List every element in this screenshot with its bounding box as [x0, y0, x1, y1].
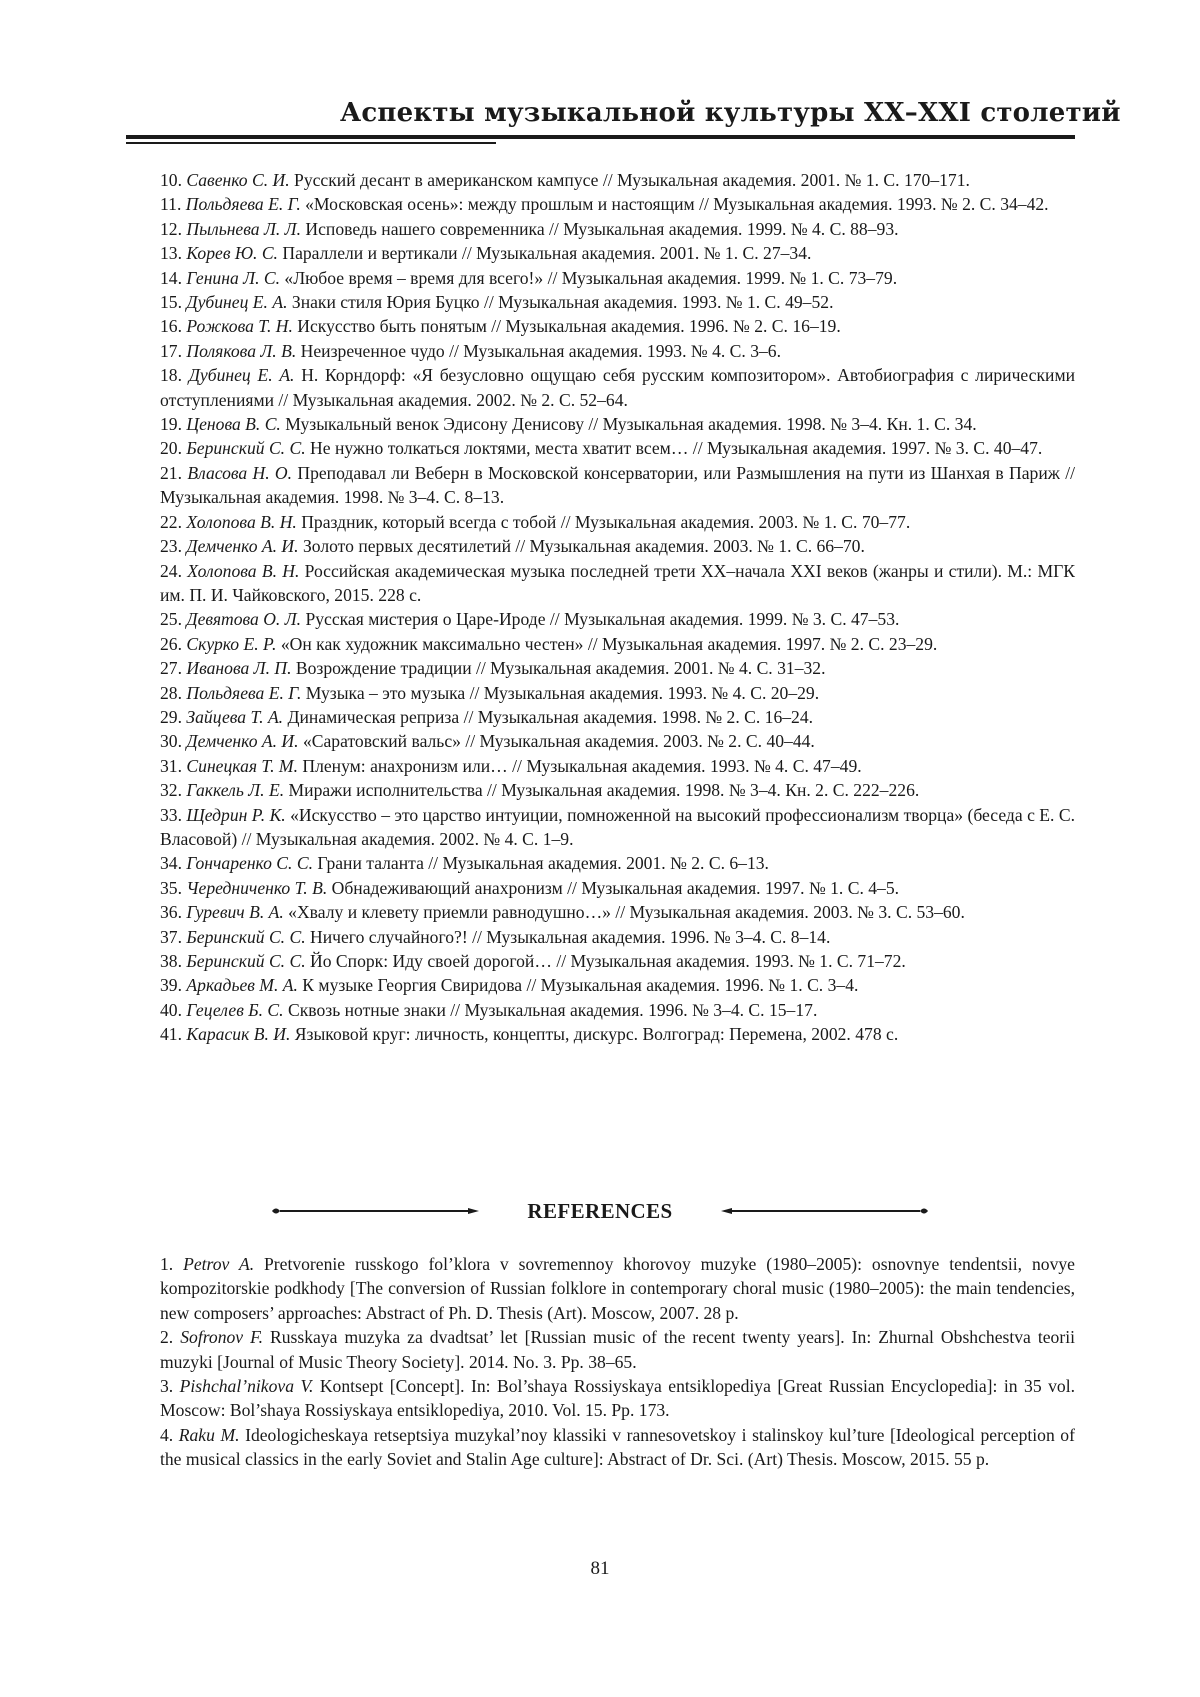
reference-item: 11. Польдяева Е. Г. «Московская осень»: между прошлым и настоящим // Музыкальная академия. 1993. № 2. С. 34–42. [160, 194, 1049, 215]
header-title: Аспекты музыкальной культуры XX–XXI столетий [340, 98, 1121, 128]
reference-item: 14. Генина Л. С. «Любое время – время для всего!» // Музыкальная академия. 1999. № 1. С. 73–79. [160, 267, 898, 288]
reference-item: 31. Синецкая Т. М. Пленум: анахронизм или… // Музыкальная академия. 1993. № 4. С. 47–49. [160, 755, 862, 776]
reference-item: 4. Raku M. Ideologicheskaya retseptsiya muzykal’noy klassiki v rannesovetskoy i stalinskoy kul’ture [Ideological perception of the musical classics in the early Soviet and Stalin Age culture]: Abstract of Dr. Sci. (Art) Thesis. Moscow, 2015. 55 p. [160, 1424, 1075, 1470]
references-divider [270, 1196, 930, 1226]
reference-item: 35. Чередниченко Т. В. Обнадеживающий анахронизм // Музыкальная академия. 1997. № 1. С. 4–5. [160, 877, 900, 898]
header-rule-thick [126, 135, 1075, 139]
reference-item: 39. Аркадьев М. А. К музыке Георгия Свиридова // Музыкальная академия. 1996. № 1. С. 3–4. [160, 975, 859, 996]
reference-item: 22. Холопова В. Н. Праздник, который всегда с тобой // Музыкальная академия. 2003. № 1. С. 70–77. [160, 511, 911, 532]
right-ornament-rule [720, 1205, 930, 1217]
reference-item: 36. Гуревич В. А. «Хвалу и клевету приемли равнодушно…» // Музыкальная академия. 2003. № 3. С. 53–60. [160, 902, 965, 923]
reference-item: 24. Холопова В. Н. Российская академическая музыка последней трети XX–начала XXI веков (жанры и стили). М.: МГК им. П. И. Чайковского, 2015. 228 с. [160, 560, 1075, 605]
english-references-list [160, 1252, 1075, 1472]
reference-item: 33. Щедрин Р. К. «Искусство – это царство интуиции, помноженной на высокий профессионализм творца» (беседа с Е. С. Власовой) // Музыкальная академия. 2002. № 4. С. 1–9. [160, 804, 1075, 849]
reference-item: 12. Пыльнева Л. Л. Исповедь нашего современника // Музыкальная академия. 1999. № 4. С. 88–93. [160, 218, 899, 239]
reference-item: 1. Petrov A. Pretvorenie russkogo fol’klora v sovremennoy khorovoy muzyke (1980–2005): osnovnye tendentsii, novye kompozitorskie podkhody [The conversion of Russian folklore in contemporary choral music (1980–2005): the main tendencies, new composers’ approaches: Abstract of Ph. D. Thesis (Art). Moscow, 2007. 28 p. [160, 1254, 1075, 1323]
header-rule-thin [126, 142, 496, 144]
reference-item: 18. Дубинец Е. А. Н. Корндорф: «Я безусловно ощущаю себя русским композитором». Автобиография с лирическими отступлениями // Музыкальная академия. 2002. № 2. С. 52–64. [160, 365, 1075, 410]
reference-item: 32. Гаккель Л. Е. Миражи исполнительства // Музыкальная академия. 1998. № 3–4. Кн. 2. С. 222–226. [160, 780, 920, 801]
reference-item: 13. Корев Ю. С. Параллели и вертикали // Музыкальная академия. 2001. № 1. С. 27–34. [160, 243, 812, 264]
references-heading: REFERENCES [527, 1199, 673, 1223]
reference-item: 38. Беринский С. С. Йо Спорк: Иду своей дорогой… // Музыкальная академия. 1993. № 1. С. 71–72. [160, 951, 906, 971]
reference-item: 28. Польдяева Е. Г. Музыка – это музыка // Музыкальная академия. 1993. № 4. С. 20–29. [160, 682, 820, 703]
reference-item: 26. Скурко Е. Р. «Он как художник максимально честен» // Музыкальная академия. 1997. № 2. С. 23–29. [160, 633, 938, 654]
reference-item: 3. Pishchal’nikova V. Kontsept [Concept]. In: Bol’shaya Rossiyskaya entsiklopediya [Great Russian Encyclopedia]: in 35 vol. Moscow: Bol’shaya Rossiyskaya entsiklopediya, 2010. Vol. 15. Pp. 173. [160, 1376, 1075, 1421]
reference-item: 27. Иванова Л. П. Возрождение традиции // Музыкальная академия. 2001. № 4. С. 31–32. [160, 658, 826, 679]
reference-item: 2. Sofronov F. Russkaya muzyka za dvadtsat’ let [Russian music of the recent twenty years]. In: Zhurnal Obshchestva teorii muzyki [Journal of Music Theory Society]. 2014. No. 3. Pp. 38–65. [160, 1327, 1075, 1372]
reference-item: 30. Демченко А. И. «Саратовский вальс» // Музыкальная академия. 2003. № 2. С. 40–44. [160, 731, 815, 752]
reference-item: 21. Власова Н. О. Преподавал ли Веберн в Московской консерватории, или Размышления на пути из Шанхая в Париж // Музыкальная академия. 1998. № 3–4. С. 8–13. [160, 462, 1075, 508]
reference-item: 10. Савенко С. И. Русский десант в американском кампусе // Музыкальная академия. 2001. № 1. С. 170–171. [160, 170, 970, 190]
reference-item: 40. Гецелев Б. С. Сквозь нотные знаки // Музыкальная академия. 1996. № 3–4. С. 15–17. [160, 999, 818, 1020]
reference-item: 37. Беринский С. С. Ничего случайного?! // Музыкальная академия. 1996. № 3–4. С. 8–14. [160, 926, 831, 947]
reference-item: 25. Девятова О. Л. Русская мистерия о Царе-Ироде // Музыкальная академия. 1999. № 3. С. 47–53. [160, 609, 900, 630]
reference-item: 34. Гончаренко С. С. Грани таланта // Музыкальная академия. 2001. № 2. С. 6–13. [160, 853, 769, 874]
reference-item: 20. Беринский С. С. Не нужно толкаться локтями, места хватит всем… // Музыкальная академия. 1997. № 3. С. 40–47. [160, 438, 1043, 459]
russian-references-list [160, 168, 1075, 1047]
reference-item: 19. Ценова В. С. Музыкальный венок Эдисону Денисову // Музыкальная академия. 1998. № 3–4. Кн. 1. С. 34. [160, 414, 977, 435]
reference-item: 16. Рожкова Т. Н. Искусство быть понятым // Музыкальная академия. 1996. № 2. С. 16–19. [160, 316, 841, 337]
reference-item: 17. Полякова Л. В. Неизреченное чудо // Музыкальная академия. 1993. № 4. С. 3–6. [160, 340, 781, 361]
reference-item: 15. Дубинец Е. А. Знаки стиля Юрия Буцко // Музыкальная академия. 1993. № 1. С. 49–52. [160, 292, 834, 313]
page-number: 81 [590, 1558, 610, 1579]
reference-item: 29. Зайцева Т. А. Динамическая реприза // Музыкальная академия. 1998. № 2. С. 16–24. [160, 706, 814, 727]
reference-item: 41. Карасик В. И. Языковой круг: личность, концепты, дискурс. Волгоград: Перемена, 2002. 478 с. [160, 1024, 899, 1045]
reference-item: 23. Демченко А. И. Золото первых десятилетий // Музыкальная академия. 2003. № 1. С. 66–70. [160, 536, 865, 557]
